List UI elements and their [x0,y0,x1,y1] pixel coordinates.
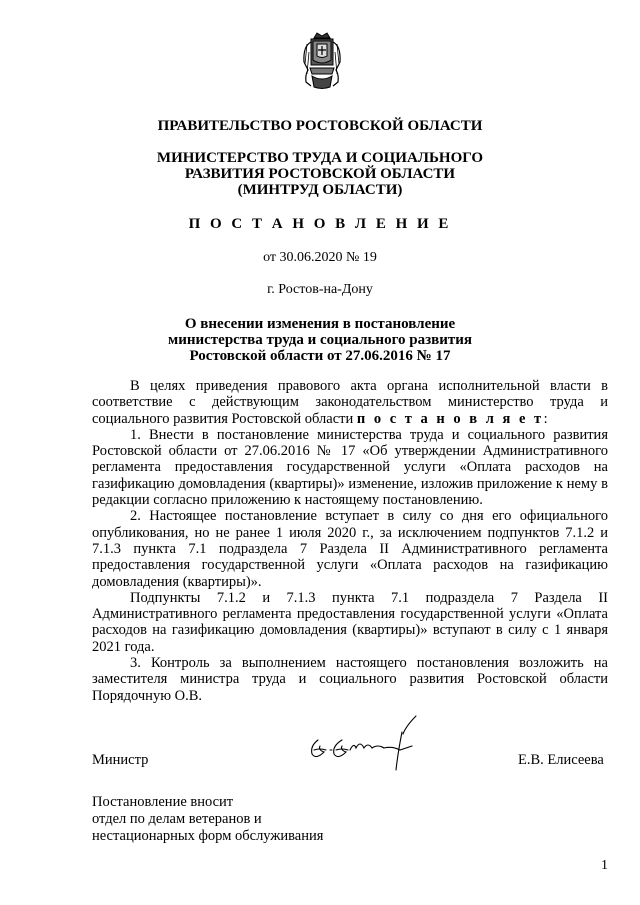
government-title: ПРАВИТЕЛЬСТВО РОСТОВСКОЙ ОБЛАСТИ [157,118,483,134]
resolves-word: п о с т а н о в л я е т [356,410,544,427]
date-and-number: от 30.06.2020 № 19 [263,250,377,265]
intro-paragraph [92,378,608,427]
item-3: 3. Контроль за выполнением настоящего постановления возложить на заместителя министра труда и социального развития Ростовской области Порядочную О.В. [92,655,608,704]
signatory-name: Е.В. Елисеева [518,752,604,768]
subject-line2: министерства труда и социального развития [167,332,473,348]
footer-line3: нестационарных форм обслуживания [92,828,324,844]
item-1: 1. Внести в постановление министерства труда и социального развития Ростовской области от 27.06.2016 № 17 «Об утверждении Административного регламента предоставления государственной услуги «Оплата расходов на газификацию домовладения (квартиры)» изменение, изложив приложение к нему в редакции согласно приложению к настоящему постановлению. [92,426,608,509]
subject-line1: О внесении изменения в постановление [184,316,456,332]
footer-line1: Постановление вносит [92,794,234,810]
ministry-title-line1: МИНИСТЕРСТВО ТРУДА И СОЦИАЛЬНОГО [156,150,484,166]
item-2-sub: Подпункты 7.1.2 и 7.1.3 пункта 7.1 подраздела 7 Раздела II Административного регламента предоставления государственной услуги «Оплата расходов на газификацию домовладения (квартиры)» вступают в силу с 1 января 2021 года. [92,589,608,655]
document-type: П О С Т А Н О В Л Е Н И Е [188,216,452,232]
intro-colon: : [543,410,548,427]
ministry-title-line3: (МИНТРУД ОБЛАСТИ) [237,182,403,198]
subject-line3: Ростовской области от 27.06.2016 № 17 [189,348,451,364]
handwritten-signature [306,712,418,774]
document-body [92,378,608,704]
intro-text: В целях приведения правового акта органа исполнительной власти в соответствие с действующим законодательством министерство труда и социального развития Ростовской области [92,378,608,427]
ministry-title-line2: РАЗВИТИЯ РОСТОВСКОЙ ОБЛАСТИ [184,166,456,182]
item-2: 2. Настоящее постановление вступает в силу со дня его официального опубликования, но не ранее 1 июля 2020 г., за исключением подпунктов 7.1.2 и 7.1.3 пункта 7.1 подраздела 7 Раздела II Административного регламента предоставления государственной услуги «Оплата расходов на газификацию домовладения (квартиры)». [92,508,608,590]
signatory-position: Министр [92,752,149,768]
page-number: 1 [601,858,608,873]
footer-line2: отдел по делам ветеранов и [92,811,262,827]
city: г. Ростов-на-Дону [267,282,373,297]
coat-of-arms-emblem [297,30,347,90]
